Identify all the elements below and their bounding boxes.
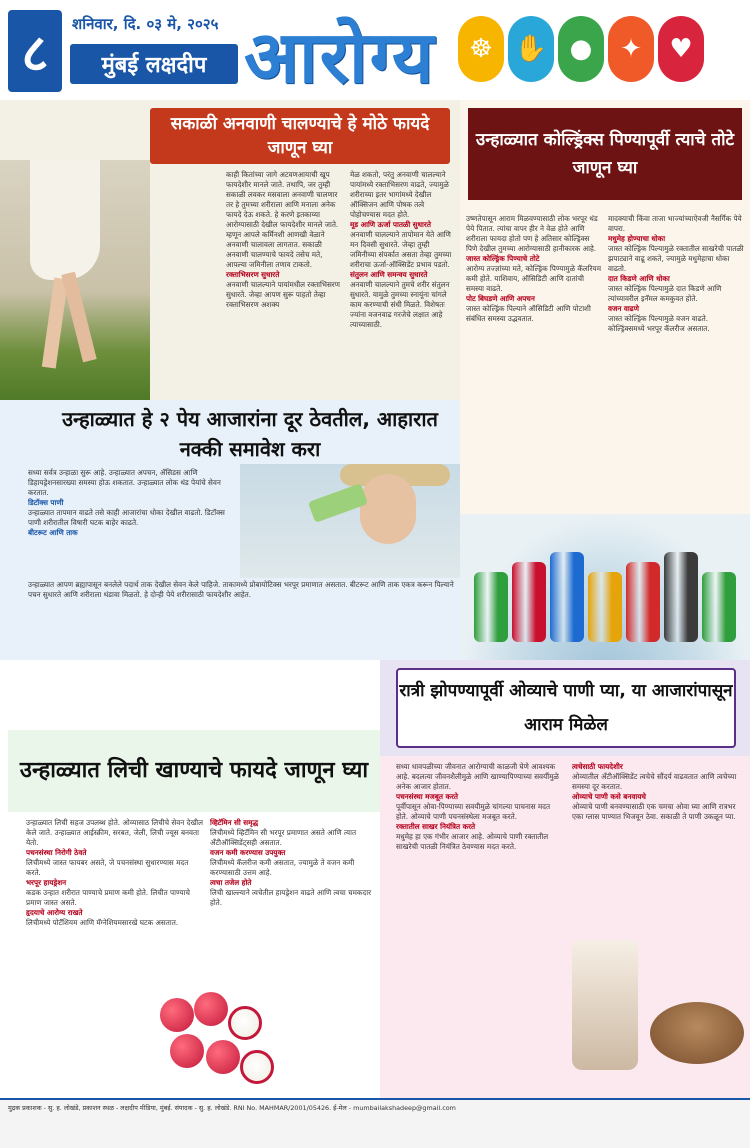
article-headline: उन्हाळ्यात कोल्ड्रिंक्स पिण्यापूर्वी त्याचे तोटे जाणून घ्या: [468, 108, 742, 200]
fitness-person-icon: ✦: [608, 16, 654, 82]
article-column: [608, 214, 744, 512]
body-text: अनवाणी चालल्याने तापोमान येते आणि मन दिवसी सुधारते. जेव्हा तुम्ही जमिनीच्या संपर्कात असता तेव्हा तुमच्या शरीराचा ऊर्जा-ऑक्सिडेंट प्रभाव पडतो.: [350, 230, 452, 269]
body-text: लिचीमध्ये व्हिटॅमिन सी भरपूर प्रमाणात असते आणि त्यात अँटीऑक्सिडेंट्सही असतात.: [210, 828, 357, 847]
body-text: मादक्याची किंवा ताजा भाज्यांच्याऐवजी नैसर्गिक पेये वापरा.: [608, 214, 742, 233]
subheading: मधुमेह होण्याचा धोका: [608, 234, 666, 243]
soft-drink-cans-photo: [460, 514, 750, 660]
article-column: [466, 214, 602, 512]
body-text: उन्हाळ्यात तापमान वाढते तसे काही आजारांचा धोका देखील वाढतो. डिटॉक्स पाणी शरीरातील विषारी घटक बाहेर काढते.: [28, 508, 225, 527]
body-text: जास्त कोल्ड्रिंक पिल्यामुळे रक्तातील साखरेची पातळी झपाट्याने वाढू शकते, ज्यामुळे मधुमेहाचा धोका वाढतो.: [608, 244, 744, 273]
subheading: त्वचा तजेल होते: [210, 878, 252, 887]
soft-drink-can: [588, 572, 622, 642]
walking-photo: [0, 160, 150, 400]
article-headline: उन्हाळ्यात लिची खाण्याचे फायदे जाणून घ्या: [8, 730, 380, 812]
heart-pulse-icon: ♥: [658, 16, 704, 82]
subheading: जास्त कोल्ड्रिंक पिण्याचे तोटे: [466, 254, 540, 263]
article-column: [226, 170, 344, 396]
body-text: उष्णतेपासून आराम मिळवण्यासाठी लोक भरपूर थंड पेये पितात. त्यांचा वापर हीर ने वेळ होते आणि शरीराला फायदा होतो पण हे अतिसार कोल्ड्रिंक्स पिणे देखील तुमच्या आरोग्यासाठी हानीकारक आहे.: [466, 214, 598, 253]
body-text: लिचीमध्ये कॅलरीज कमी असतात, ज्यामुळे ते वजन कमी करण्यासाठी उत्तम आहे.: [210, 858, 355, 877]
subheading: संतुलन आणि समन्वय सुधारते: [350, 270, 428, 279]
subheading: ओव्याचे पाणी कसे बनवायचे: [572, 792, 646, 801]
section-title: आरोग्य: [244, 14, 436, 99]
subheading: त्वचेसाठी फायदेशीर: [572, 762, 623, 771]
article-lychee: [0, 730, 380, 1098]
article-headline: उन्हाळ्यात हे २ पेय आजारांना दूर ठेवतील, आहारात नक्की समावेश करा: [62, 407, 438, 461]
subheading: हृदयाचे आरोग्य राखते: [26, 908, 83, 917]
ajwain-water-glass-photo: [572, 940, 638, 1070]
subheading: भरपूर हायड्रेशन: [26, 878, 67, 887]
body-text: लिची खाल्ल्याने त्वचेतील हायड्रेशन वाढते आणि त्वचा चमकदार होते.: [210, 888, 372, 907]
body-text: अनवाणी चालल्याने तुमचे शरीर संतुलन सुधारते. यामुळे तुमच्या स्नायूंना चांगले काम करण्याची संधी मिळते. विशेषतः ज्यांना वजनवाढ गरजेचे लक्षात आहे त्याच्यासाठी.: [350, 280, 450, 329]
subheading: वजन कमी करण्यास उपयुक्त: [210, 848, 286, 857]
soft-drink-can: [626, 562, 660, 642]
article-column: [572, 762, 742, 938]
body-text: मेळ शकतो, परंतु अनवाणी चालल्याने पायांमध्ये रक्ताभिसरण वाढते, ज्यामुळे शरीराच्या इतर भागांमध्ये देखील ऑक्सिजन आणि पोषक तत्वे पोहोचण्यास मदत होते.: [350, 170, 449, 219]
masthead-icons: [458, 16, 704, 82]
article-column: [28, 468, 236, 578]
article-summer-drinks: [0, 400, 460, 660]
body-text: लिचीमध्ये पोटॅशियम आणि मॅग्नेशियमसारखे घटक असतात.: [26, 918, 179, 927]
subheading: पचनसंस्था मजबूत करते: [396, 792, 458, 801]
body-text: ओव्याचे पाणी बनवण्यासाठी एक चमचा ओवा घ्या आणि रात्रभर एका ग्लास पाण्यात भिजवून ठेवा. सकाळी ते पाणी उकळून प्या.: [572, 802, 736, 821]
ajwain-seeds-bowl-photo: [650, 1002, 744, 1064]
body-text: उन्हाळ्यात आपण ब्रह्यापासून बनलेले पदार्थ ताक देखील सेवन केले पाहिजे. ताकामध्ये प्रोबायोटिक्स भरपूर प्रमाणात असतात. बीटरूट आणि ताक एकत्र करून पिल्याने पचन सुधारते आणि शरीराला थंडावा मिळतो. हे दोन्ही पेये शरीरासाठी फायदेशीर आहेत.: [28, 580, 454, 599]
body-text: आरोग्य तज्ज्ञांच्या मते, कोल्ड्रिंक पिण्यामुळे कॅलरियम कमी होते. याशिवाय, ऑसिडिटी आणि दातांची समस्या वाढते.: [466, 264, 602, 293]
body-text: कडक उन्हात शरीरात पाण्याचे प्रमाण कमी होते. लिचीत पाण्याचे प्रमाण जास्त असते.: [26, 888, 190, 907]
body-text: अनवाणी चालल्याने पायांमधील रक्ताभिसरण सुधारते. जेव्हा आपण सुरू पाहतो तेव्हा रक्ताभिसरण अशक्य: [226, 280, 340, 309]
body-text: लिचीमध्ये जास्त फायबर असते, जे पचनसंस्था सुधारण्यास मदत करते.: [26, 858, 189, 877]
paper-name: मुंबई लक्षदीप: [70, 44, 238, 84]
article-headline: सकाळी अनवाणी चालण्याचे हे मोठे फायदे जाणून घ्या: [150, 108, 450, 164]
issue-date: शनिवार, दि. ०३ मे, २०२५: [72, 15, 219, 33]
article-column: [28, 580, 458, 660]
woman-drinking-photo: [240, 464, 460, 578]
subheading: पचनसंस्था निरोगी ठेवते: [26, 848, 87, 857]
masthead: [0, 0, 750, 100]
article-ajwain-water-body: [380, 756, 750, 1098]
apple-icon: ●: [558, 16, 604, 82]
article-ajwain-water-header: [380, 660, 750, 756]
body-text: सध्या सर्वत्र उन्हाळा सुरू आहे. उन्हाळ्यात अपचन, ॲसिडस आणि डिहायड्रेशनसारख्या समस्या होऊ शकतात. उन्हाळ्यात लोक थंड पेयांचे सेवन करतात.: [28, 468, 221, 497]
subheading: दात किडणे आणि धोका: [608, 274, 670, 283]
article-barefoot-walking: [0, 100, 460, 400]
meditation-icon: ☸: [458, 16, 504, 82]
subheading: पोट बिघडणे आणि अपचन: [466, 294, 535, 303]
lychee-photo: [150, 988, 280, 1094]
article-cold-drinks: [460, 100, 750, 660]
body-text: जास्त कोल्ड्रिंक पिल्यामुळे वजन वाढते. कोल्ड्रिंक्समध्ये भरपूर कॅलरीज असतात.: [608, 314, 710, 333]
water-glass-icon: ✋: [508, 16, 554, 82]
body-text: उन्हाळ्यात लिची सहज उपलब्ध होते. ओव्यासाठ लिचीचे सेवन देखील केले जाते. उन्हाळ्यात आईस्क्रीम, सरबत, जेली, लिची ज्यूस बनवता येतो.: [26, 818, 203, 847]
subheading: मूड आणि ऊर्जा पातळी सुधारते: [350, 220, 431, 229]
soft-drink-can: [664, 552, 698, 642]
body-text: काही कितांच्या जागे अटवणआयाची खूप फायदेशीर मानले जाते. तथापि, जर तुम्ही सकाळी लवकर मसवाला अनवाणी चालणार तर हे तुमच्या शरीराला आणि मनाला अनेक फायदे देऊ शकते. हे करणे इतकाय्या आरोग्यासाठी देखील फायदेशीर मानले जाते. म्हणून आपले कर्मिनशी आणखी वेळाने अनवाणी चालावला लागतात. सकाळी अनवाणी चालण्याचे फायदे तसेच मते, आपल्या जमिनीला तणाव टाकतो.: [226, 170, 339, 269]
page-number: ८: [8, 10, 62, 92]
soft-drink-can: [512, 562, 546, 642]
article-column: [350, 170, 456, 396]
soft-drink-can: [702, 572, 736, 642]
subheading: बीटरूट आणि ताक: [28, 528, 78, 537]
body-text: जास्त कोल्ड्रिंक पिल्यामुळे दात किडणे आणि त्यांच्यावरील इनॅमल कमकुवत होते.: [608, 284, 722, 303]
subheading: डिटॉक्स पाणी: [28, 498, 64, 507]
body-text: सध्या धावपळीच्या जीवनात आरोग्याची काळजी घेणे आवश्यक आहे. बदलत्या जीवनशैलीमुळे आणि खाण्यापिण्याच्या सवयींमुळे अनेक आजार होतात.: [396, 762, 559, 791]
article-column: [396, 762, 564, 1092]
imprint-footer: मुद्रक प्रकाशक - सु. ह. लोखंडे, प्रकाशन स्थळ - लक्षदीप मीडिया, मुंबई. संपादक - सु. ह. लोखंडे. RNI No. MAHMAR/2001/05426. ई-मेल - mumbailakshadeep@gmail.com: [0, 1098, 750, 1148]
soft-drink-can: [550, 552, 584, 642]
subheading: रक्ताभिसरण सुधारते: [226, 270, 280, 279]
article-headline: रात्री झोपण्यापूर्वी ओव्याचे पाणी प्या, या आजारांपासून आराम मिळेल: [396, 668, 736, 748]
subheading: रक्तातील साखर नियंत्रित करते: [396, 822, 476, 831]
subheading: वजन वाढणे: [608, 304, 639, 313]
body-text: ओव्यातील अँटीऑक्सिडेंट त्वचेचे सौंदर्य वाढवतात आणि त्वचेच्या समस्या दूर करतात.: [572, 772, 737, 791]
body-text: मधुमेह हा एक गंभीर आजार आहे. ओव्याचे पाणी रक्तातील साखरेची पातळी नियंत्रित ठेवण्यास मदत करते.: [396, 832, 549, 851]
soft-drink-can: [474, 572, 508, 642]
body-text: पूर्वीपासून ओवा-पिण्याच्या सवयीमुळे चांगल्या पाचनास मदत होते. ओव्याचे पाणी पचनसंस्थेला मजबूत करते.: [396, 802, 551, 821]
subheading: व्हिटॅमिन सी समृद्ध: [210, 818, 259, 827]
body-text: जास्त कोल्ड्रिंक पिल्याने ऑसिडिटी आणि पोटाशी संबंधित समस्या उद्भवतात.: [466, 304, 591, 323]
